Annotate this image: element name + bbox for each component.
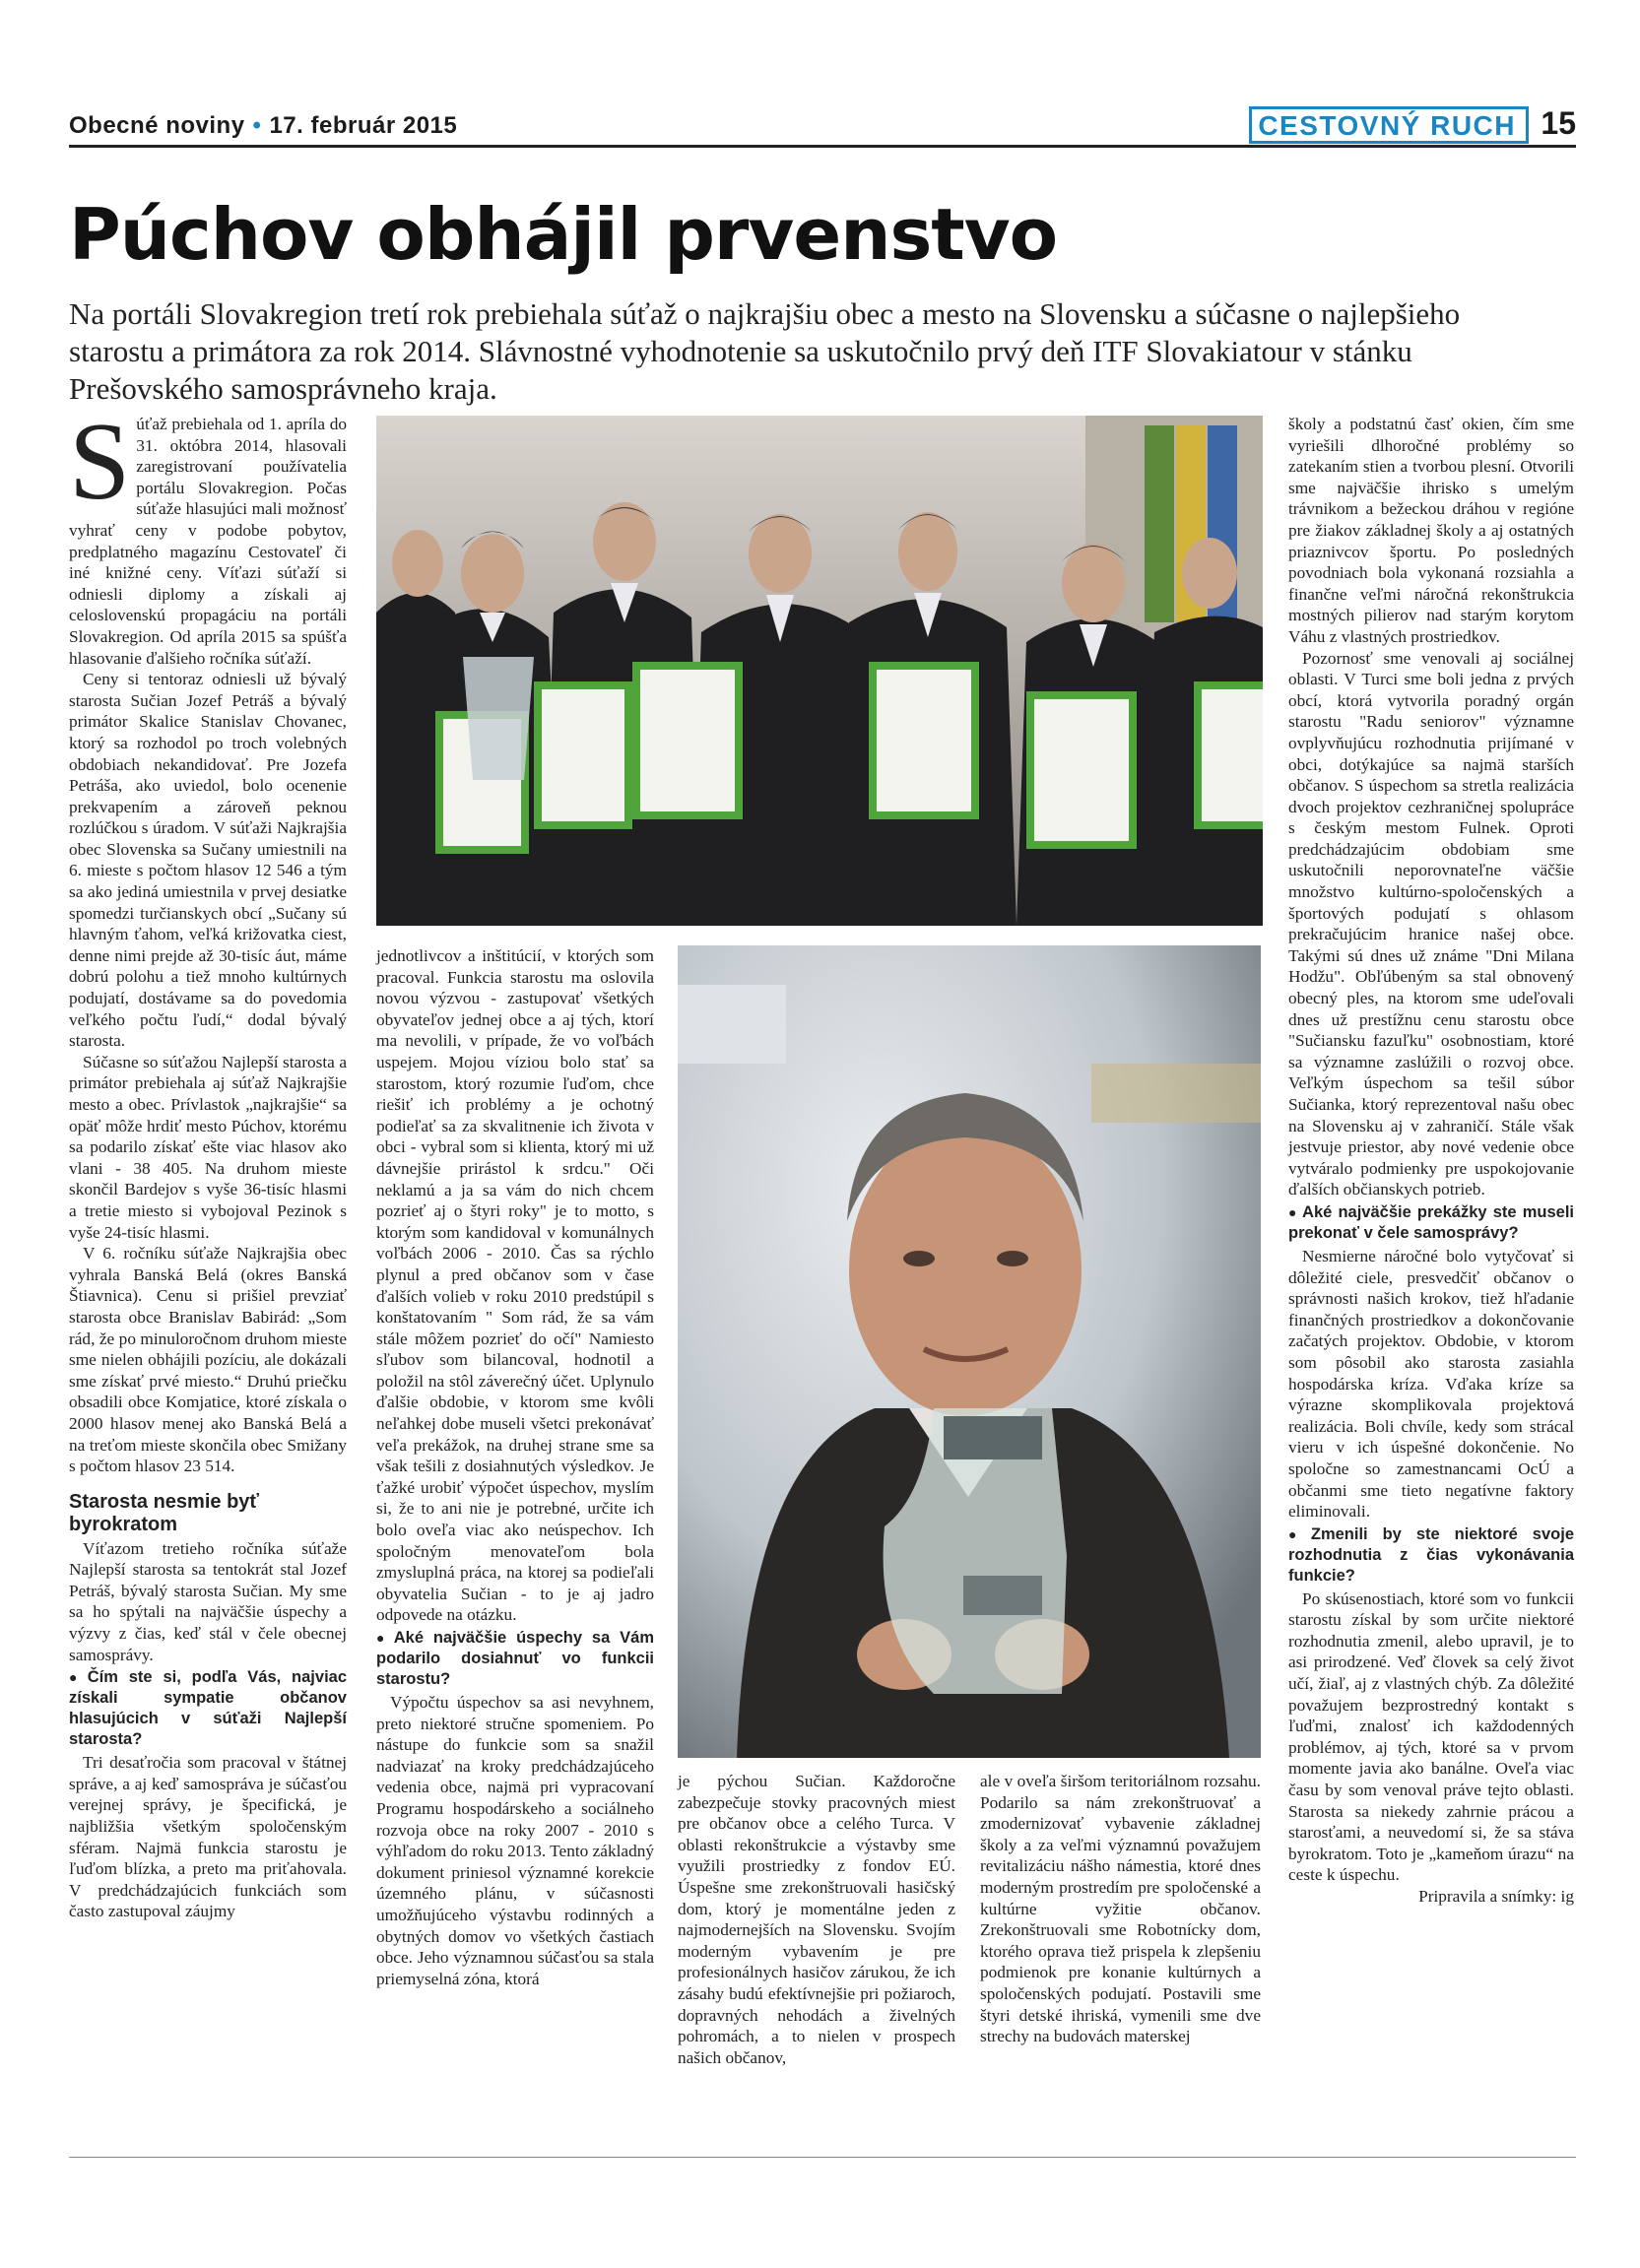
paragraph: Ceny si tentoraz odniesli už bývalý starosta Sučian Jozef Petráš a bývalý primátor Skalice Stanislav Chovanec, ktorý sa rozhodol po troch volebných obdobiach nekandidovať. Pre Jozefa Petráša, ako uviedol, bolo ocenenie prekvapením a zároveň peknou rozlúčkou s úradom. V súťaži Najkrajšia obec Slovenska sa Sučany umiestnili na 6. mieste s počtom hlasov 12 546 a tým sa ako jediná umiestnila v prvej desiatke spomedzi turčianskych obcí „Sučany sú hlavným ťahom, veľká križovatka ciest, denne nimi prejde až 30-tisíc áut, máme dobrú polohu a tiež mnoho kultúrnych podujatí, dostávame sa do povedomia veľkého počtu ľudí,“ dodal bývalý starosta. — [69, 670, 347, 1051]
paragraph: Súčasne so súťažou Najlepší starosta a primátor prebiehala aj súťaž Najkrajšie mesto a obec. Prívlastok „najkrajšie“ sa opäť môže hrdiť mesto Púchov, ktorému sa podarilo získať ešte viac hlasov ako vlani - 38 405. Na druhom mieste skončil Bardejov s vyše 36-tisíc hlasmi a tretie miesto si vybojoval Pezinok s vyše 24-tisíc hlasmi. — [69, 1052, 347, 1242]
article-headline: Púchov obhájil prvenstvo — [69, 193, 1058, 276]
paragraph: V 6. ročníku súťaže Najkrajšia obec vyhrala Banská Belá (okres Banská Štiavnica). Cenu si prišiel prevziať starosta obce Branislav Babirád: „Som rád, že po minuloročnom druhom mieste sme nielen obhájili pozíciu, ale dokázali sme získať prvé miesto.“ Druhú priečku obsadili obce Komjatice, ktoré získala o 2000 hlasov menej ako Banská Belá a na treťom mieste skončila obec Smižany s počtom hlasov 23 514. — [69, 1244, 347, 1476]
paragraph: Výpočtu úspechov sa asi nevyhnem, preto niektoré stručne spomeniem. Po nástupe do funkcie som sa snažil nadviazať na kroky predchádzajúceho vedenia obce, najmä pri vypracovaní Programu hospodárskeho a sociálneho rozvoja obce na roky 2007 - 2010 s výhľadom do roku 2013. Tento základný dokument priniesol významné korekcie územného plánu, v súčasnosti umožňujúceho výstavbu rodinných a obytných domov vo všetkých častiach obce. Jeho významnou súčasťou sa stala priemyselná zóna, ktorá — [376, 1693, 654, 1988]
paragraph: ale v oveľa širšom teritoriálnom rozsahu. Podarilo sa nám zrekonštruovať a zmodernizovať vybavenie základnej školy a za veľmi významnú považujem revitalizáciu nášho námestia, ktoré dnes moderným prostredím pre spoločenské a kultúrne vyžitie občanov. Zrekonštruovali sme Robotnícky dom, ktorého oprava tiež prispela k zlepšeniu podmienok pre konanie kultúrnych a spoločenských podujatí. Postavili sme štyri detské ihriská, vymenili sme dve strechy na budovách materskej — [980, 1772, 1261, 2046]
footer-rule — [69, 2157, 1576, 2158]
question-text: Aké najväčšie prekážky ste museli prekonať v čele samosprávy? — [1288, 1202, 1574, 1242]
article-column-3 — [678, 1771, 955, 2068]
question-bullet-icon: ● — [1288, 1525, 1307, 1542]
article-lead: Na portáli Slovakregion tretí rok prebiehala súťaž o najkrajšiu obec a mesto na Slovensku a súčasne o najlepšieho starostu a primátora za rok 2014. Slávnostné vyhodnotenie sa uskutočnilo prvý deň ITF Slovakiatour v stánku Prešovského samosprávneho kraja. — [69, 296, 1461, 406]
paragraph-text: úťaž prebiehala od 1. apríla do 31. októbra 2014, hlasovali zaregistrovaní používatelia portálu Slovakregion. Počas súťaže hlasujúci mali možnosť vyhrať ceny v podobe pobytov, predplatného magazínu Cestovateľ či iné knižné ceny. Víťazi súťaží si odniesli diplomy a získali aj celoslovenskú propagáciu na portáli Slovakregion. Od apríla 2015 sa spúšťa hlasovanie ďalšieho ročníka súťaží. — [69, 415, 347, 668]
group-award-photo-illustration — [376, 416, 1263, 926]
paragraph: Nesmierne náročné bolo vytyčovať si dôležité ciele, presvedčiť občanov o správnosti našich krokov, tiež hľadanie finančných prostriedkov a dokončovanie začatých projektov. Obdobie, v ktorom som pôsobil ako starosta zasiahla hospodárska kríza. Vďaka kríze sa výrazne skomplikovala projektová realizácia. Boli chvíle, kedy som strácal vieru v ich úspešné dokončenie. No spoločne so zamestnancami OcÚ a občanmi sme tieto negatívne faktory eliminovali. — [1288, 1246, 1574, 1522]
question-bullet-icon: ● — [1288, 1203, 1299, 1220]
paragraph: Tri desaťročia som pracoval v štátnej správe, a aj keď samospráva je súčasťou verejnej správy, je špecifická, je najbližšia všetkým spoločenským sféram. Najmä funkcia starostu je ľuďom blízka, a preto ma priťahovala. V predchádzajúcich funkciách som často zastupoval záujmy — [69, 1753, 347, 1921]
paragraph: je pýchou Sučian. Každoročne zabezpečuje stovky pracovných miest pre občanov obce a celého Turca. V oblasti rekonštrukcie a výstavby sme využili prostriedky z fondov EÚ. Úspešne sme zrekonštruovali hasičský dom, ktorý je momentálne jeden z najmodernejších na Slovensku. Svojím moderným vybavením je pre profesionálnych hasičov zárukou, že ich zásahy budú efektívnejšie pri požiaroch, dopravných nehodách a živelných pohromách, a to nielen v prospech našich občanov, — [678, 1772, 955, 2067]
drop-cap: S — [69, 401, 131, 523]
interview-question — [1288, 1524, 1574, 1587]
page-number: 15 — [1541, 105, 1576, 141]
portrait-photo — [678, 945, 1261, 1758]
issue-date: 17. február 2015 — [269, 112, 458, 139]
photo-credit: Pripravila a snímky: ig — [1418, 1887, 1574, 1906]
paragraph — [69, 401, 347, 669]
question-text: Čím ste si, podľa Vás, najviac získali sympatie občanov hlasujúcich v súťaži Najlepší starosta? — [69, 1668, 348, 1749]
question-bullet-icon: ● — [376, 1630, 390, 1646]
article-column-2 — [376, 945, 654, 1989]
paper-name: Obecné noviny — [69, 112, 245, 139]
interview-question — [376, 1628, 654, 1690]
section-label: CESTOVNÝ RUCH — [1249, 106, 1529, 144]
article-column-4 — [980, 1771, 1261, 2047]
article-column-5 — [1288, 414, 1574, 1908]
group-photo — [376, 416, 1263, 926]
paragraph: Pozornosť sme venovali aj sociálnej oblasti. V Turci sme boli jedna z prvých obcí, ktorá vytvorila poradný orgán starostu "Radu seniorov" významne ovplyvňujúcu rozhodnutia prijímané v obci, dotýkajúce sa najmä starších občanov. S úspechom sa stretla realizácia dvoch projektov cezhraničnej spolupráce s českým mestom Fulnek. Oproti predchádzajúcim obdobiam sme uskutočnili neporovnateľne väčšie množstvo kultúrno-spoločenských a športových podujatí s ohlasom prekračujúcim hranice našej obce. Takými sú dnes už známe "Dni Milana Hodžu". Obľúbeným sa stal obnovený obecný ples, na ktorom sme udeľovali dnes už prestížnu cenu starostu obce "Sučiansku fazuľku" osobnostiam, ktoré sa významne zaslúžili o rozvoj obce. Veľkým úspechom sa tešil súbor Sučianka, ktorý reprezentoval našu obec na Slovensku aj v zahraničí. Stále však jestvuje priestor, aby nové vedenie obce vytváralo podmienky pre uspokojovanie ďalších občianskych potrieb. — [1288, 648, 1574, 1199]
paragraph: Po skúsenostiach, ktoré som vo funkcii starostu získal by som určite niektoré rozhodnutia zmenil, alebo upravil, je to asi prirodzené. Veď človek sa celý život učí, žiaľ, aj z vlastných chýb. Za dôležité považujem bezprostredný kontakt s ľuďmi, znalosť ich každodenných problémov, aj tých, ktoré sa v prvom momente javia ako banálne. Oveľa viac času by som venoval práve tejto oblasti. Starosta sa niekedy zahrnie prácou a starosťami, a neuvedomí si, že sa stáva byrokratom. Toto je „kameňom úrazu“ na ceste k úspechu. — [1288, 1588, 1574, 1885]
paper-name-date — [69, 112, 457, 140]
interview-question — [69, 1667, 347, 1750]
masthead — [69, 102, 1576, 148]
portrait-with-trophy-illustration — [678, 945, 1261, 1758]
interview-question — [1288, 1202, 1574, 1244]
article-column-1 — [69, 401, 348, 1922]
subheading: Starosta nesmie byť byrokratom — [69, 1490, 259, 1535]
separator-dot: • — [252, 112, 262, 139]
paragraph: školy a podstatnú časť okien, čím sme vyriešili dlhoročné problémy so zatekaním stien a tvorbou plesní. Otvorili sme najväčšie ihrisko s umelým trávnikom a bežeckou dráhou v regióne pre žiakov základnej školy a aj ostatných priaznivcov športu. Po posledných povodniach bola vykonaná rozsiahla a finančne veľmi náročná rekonštrukcia mostných pilierov nad starým korytom Váhu z vlastných prostriedkov. — [1288, 415, 1574, 646]
question-text: Aké najväčšie úspechy sa Vám podarilo dosiahnuť vo funkcii starostu? — [376, 1629, 654, 1688]
question-bullet-icon: ● — [69, 1669, 84, 1686]
question-text: Zmenili by ste niektoré svoje rozhodnutia z čias vykonávania funkcie? — [1288, 1524, 1574, 1585]
paragraph: jednotlivcov a inštitúcií, v ktorých som pracoval. Funkcia starostu ma oslovila novou výzvou - zastupovať všetkých obyvateľov jednej obce a aj tých, ktorí ma nevolili, v prípade, že vo voľbách uspejem. Mojou víziou bolo stať sa starostom, ktorý rozumie ľuďom, chce riešiť ich problémy a je ochotný podieľať sa za skvalitnenie ich života v obci - vybral som si klienta, ktorý mi už dávnejšie prirástol k srdcu." Oči neklamú a ja sa vám do nich chcem pozrieť aj o štyri roky" je to motto, s ktorým som kandidoval v komunálnych voľbách 2006 - 2010. Čas sa rýchlo plynul a pred občanov som v čase ďalších volieb v roku 2010 predstúpil s konštatovaním " Som rád, že sa vám stále môžem pozrieť do očí" Namiesto sľubov som bilancoval, hodnotil a položil na stôl záverečný účet. Uplynulo ďalšie obdobie, v ktorom sme kvôli neľahkej dobe museli všetci prekonávať veľa prekážok, na druhej strane sme sa však tešili z dosiahnutých výsledkov. Je ťažké urobiť výpočet úspechov, myslím si, že to ani nie je potrebné, určite ich bolo oveľa viac ako neúspechov. Ich spoločným menovateľom bola zmysluplná práca, na ktorej sa podieľali obyvatelia Sučian - to je aj jadro odpovede na otázku. — [376, 946, 654, 1625]
paragraph: Víťazom tretieho ročníka súťaže Najlepší starosta sa tentokrát stal Jozef Petráš, bývalý starosta Sučian. My sme sa ho spýtali na najväčšie úspechy a výzvy z čias, keď stál v čele obecnej samosprávy. — [69, 1538, 347, 1664]
